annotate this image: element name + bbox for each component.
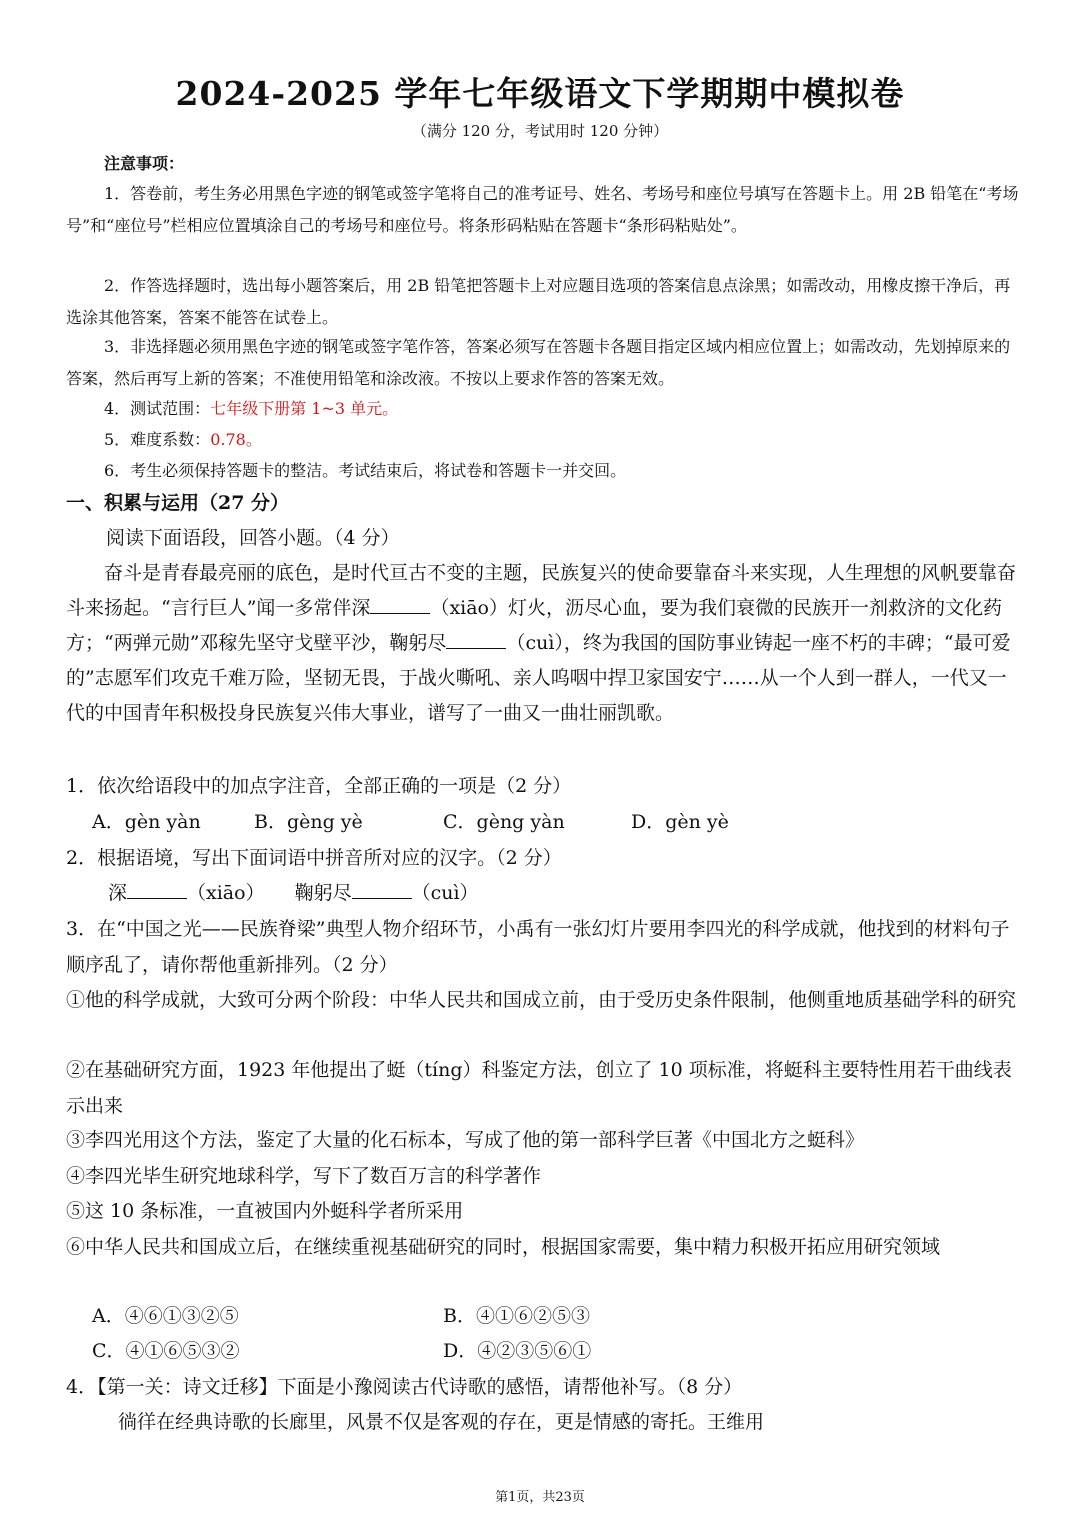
notice-item-1: 1．答卷前，考生务必用黑色字迹的钢笔或签字笔将自己的准考证号、姓名、考场号和座位号填写在答题卡上。用 2B 铅笔在“考场号”和“座位号”栏相应位置填涂自己的考场号和座位号。将条形码粘贴在答题卡“条形码粘贴处”。: [66, 184, 1019, 235]
section-intro: 阅读下面语段，回答小题。（4 分）: [106, 527, 400, 549]
notice-item-4: [104, 393, 398, 425]
q2-blank-2: [352, 880, 412, 899]
q3-sentence-2: ②在基础研究方面，1923 年他提出了蜓（tíng）科鉴定方法，创立了 10 项标准，将蜓科主要特性用若干曲线表示出来: [66, 1059, 1012, 1117]
blank-cui: [446, 630, 506, 649]
notice-item-2: 2．作答选择题时，选出每小题答案后，用 2B 铅笔把答题卡上对应题目选项的答案信息点涂黑；如需改动，用橡皮擦干净后，再选涂其他答案，答案不能答在试卷上。: [66, 276, 1011, 327]
blank-xiao: [370, 595, 430, 614]
q1-option-a: A．gèn yàn: [92, 811, 201, 833]
notice-heading: 注意事项：: [104, 154, 185, 173]
q2-blank-1: [127, 880, 187, 899]
q2-word-2: 鞠躬尽: [294, 882, 352, 904]
q1-option-b: B．gèng yè: [254, 811, 363, 833]
q2-pinyin-1: （xiāo）: [187, 882, 265, 904]
q3-sentence-1: ①他的科学成就，大致可分两个阶段：中华人民共和国成立前，由于受历史条件限制，他侧重地质基础学科的研究: [66, 989, 1017, 1011]
q1-option-c: C．gèng yàn: [443, 811, 565, 833]
notice-item-4-value: 七年级下册第 1~3 单元。: [210, 399, 399, 418]
section-heading: 一、积累与运用（27 分）: [66, 492, 290, 514]
q3-option-d: D．④②③⑤⑥①: [443, 1340, 592, 1362]
q3-sentence-3: ③李四光用这个方法，鉴定了大量的化石标本，写成了他的第一部科学巨著《中国北方之蜓科》: [66, 1129, 865, 1151]
notice-item-4-label: 4．测试范围：: [104, 399, 211, 418]
q4-stem: 4．【第一关：诗文迁移】下面是小豫阅读古代诗歌的感悟，请帮他补写。（8 分）: [66, 1376, 743, 1398]
pinyin-xiao: （xiāo）: [430, 597, 508, 619]
q2-stem: 2．根据语境，写出下面词语中拼音所对应的汉字。（2 分）: [66, 847, 562, 869]
page-title: 2024-2025 学年七年级语文下学期期中模拟卷: [175, 74, 905, 113]
q3-stem: 3．在“中国之光——民族脊梁”典型人物介绍环节，小禹有一张幻灯片要用李四光的科学成就，他找到的材料句子顺序乱了，请你帮他重新排列。（2 分）: [66, 918, 1010, 976]
q3-sentence-6: ⑥中华人民共和国成立后，在继续重视基础研究的同时，根据国家需要，集中精力积极开拓应用研究领域: [66, 1236, 941, 1258]
q1-stem: 1．依次给语段中的加点字注音，全部正确的一项是（2 分）: [66, 775, 572, 797]
q2-pinyin-2: （cuì）: [411, 882, 479, 904]
q3-sentence-5: ⑤这 10 条标准，一直被国内外蜓科学者所采用: [66, 1200, 464, 1222]
reading-passage: [66, 556, 1021, 731]
q2-word-1: 深: [108, 882, 128, 904]
pinyin-cui: （cuì），: [506, 632, 583, 654]
notice-item-6: 6．考生必须保持答题卡的整洁。考试结束后，将试卷和答题卡一并交回。: [104, 461, 627, 480]
q3-option-a: A．④⑥①③②⑤: [92, 1305, 239, 1327]
q4-text: 徜徉在经典诗歌的长廊里，风景不仅是客观的存在，更是情感的寄托。王维用: [118, 1411, 765, 1433]
passage-part-1: 奋斗是青春最亮丽的底色，是时代亘古不变的主题，民族复兴的使命要靠奋斗来实现，人生理想的风帆要靠奋斗来扬起。“言行巨人”闻一多常伴深: [66, 562, 1017, 619]
notice-item-5-label: 5．难度系数：: [104, 430, 211, 449]
page-number: 第1页，共23页: [495, 1490, 585, 1505]
notice-item-3: 3．非选择题必须用黑色字迹的钢笔或签字笔作答，答案必须写在答题卡各题目指定区域内相应位置上；如需改动，先划掉原来的答案，然后再写上新的答案；不准使用铅笔和涂改液。不按以上要求作答的答案无效。: [66, 337, 1011, 388]
q3-sentence-4: ④李四光毕生研究地球科学，写下了数百万言的科学著作: [66, 1165, 542, 1187]
page-subtitle: （满分 120 分，考试用时 120 分钟）: [411, 122, 669, 140]
notice-item-5: [104, 424, 262, 456]
q1-option-d: D．gèn yè: [631, 811, 729, 833]
q3-option-b: B．④①⑥②⑤③: [443, 1305, 590, 1327]
notice-item-5-value: 0.78。: [210, 430, 262, 449]
q2-answer-line: [108, 875, 479, 911]
passage-part-2: 灯火，沥尽心血，要为我们衰微的民族开一剂救济的文化药方；“两弹元勋”邓稼先坚守戈壁平沙，鞠躬尽: [66, 597, 1003, 654]
q3-option-c: C．④①⑥⑤③②: [92, 1340, 240, 1362]
passage-part-3: 终为我国的国防事业铸起一座不朽的丰碑；“最可爱的”志愿军们攻克千难万险，坚韧无畏，于战火嘶吼、亲人呜咽中捍卫家国安宁……从一个人到一群人，一代又一代的中国青年积极投身民族复兴伟大事业，谱写了一曲又一曲壮丽凯歌。: [66, 632, 1011, 724]
